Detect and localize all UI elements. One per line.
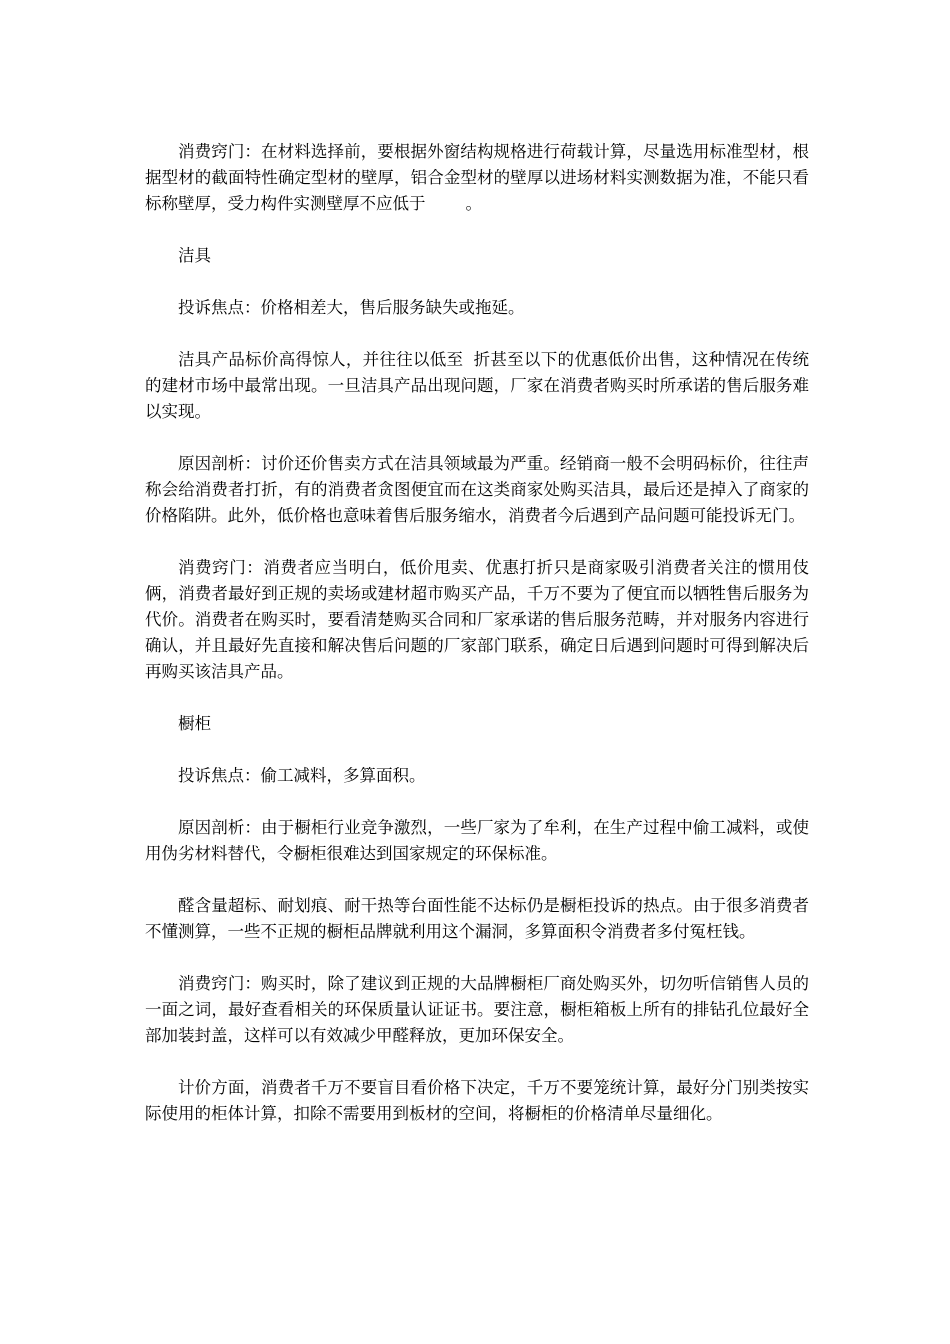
document-page — [145, 139, 809, 1153]
paragraph-text: 。 — [465, 194, 482, 213]
paragraph-sanitary-complaint: 投诉焦点：价格相差大，售后服务缺失或拖延。 — [178, 298, 525, 317]
paragraph-text: 消费窍门：在材料选择前，要根据外窗结构规格进行荷载计算，尽量选用标准型材，根据型材的截面特性确定型材的壁厚，铝合金型材的壁厚以进场材料实测数据为准，不能只看标称壁厚，受力构件实测壁厚不应低于 — [145, 142, 809, 213]
paragraph-window-tips — [145, 139, 809, 217]
paragraph-cabinet-complaint: 投诉焦点：偷工减料，多算面积。 — [178, 766, 426, 785]
paragraph-sanitary-cause: 原因剖析：讨价还价售卖方式在洁具领域最为严重。经销商一般不会明码标价，往往声称会给消费者打折，有的消费者贪图便宜而在这类商家处购买洁具，最后还是掉入了商家的价格陷阱。此外，低价格也意味着售后服务缩水，消费者今后遇到产品问题可能投诉无门。 — [145, 454, 809, 525]
paragraph-cabinet-pricing: 计价方面，消费者千万不要盲目看价格下决定，千万不要笼统计算，最好分门别类按实际使用的柜体计算，扣除不需要用到板材的空间，将橱柜的价格清单尽量细化。 — [145, 1078, 809, 1123]
paragraph-cabinet-tips: 消费窍门：购买时，除了建议到正规的大品牌橱柜厂商处购买外，切勿听信销售人员的一面之词，最好查看相关的环保质量认证证书。要注意，橱柜箱板上所有的排钻孔位最好全部加装封盖，这样可以有效减少甲醛释放，更加环保安全。 — [145, 974, 809, 1045]
paragraph-text: 折甚至以下的优惠低价出售，这种情况在传统的建材市场中最常出现。一旦洁具产品出现问题，厂家在消费者购买时所承诺的售后服务难以实现。 — [145, 350, 810, 421]
paragraph-cabinet-cause: 原因剖析：由于橱柜行业竞争激烈，一些厂家为了牟利，在生产过程中偷工减料，或使用伪劣材料替代，令橱柜很难达到国家规定的环保标准。 — [145, 818, 809, 863]
paragraph-sanitary-pricing — [145, 347, 809, 425]
paragraph-sanitary-tips: 消费窍门：消费者应当明白，低价甩卖、优惠打折只是商家吸引消费者关注的惯用伎俩，消费者最好到正规的卖场或建材超市购买产品，千万不要为了便宜而以牺牲售后服务为代价。消费者在购买时，要看清楚购买合同和厂家承诺的售后服务范畴，并对服务内容进行确认，并且最好先直接和解决售后问题的厂家部门联系，确定日后遇到问题时可得到解决后再购买该洁具产品。 — [145, 558, 809, 681]
section-heading-sanitary-ware: 洁具 — [178, 246, 211, 265]
section-heading-cabinets: 橱柜 — [178, 714, 211, 733]
paragraph-text: 洁具产品标价高得惊人，并往往以低至 — [178, 350, 464, 369]
paragraph-cabinet-formaldehyde: 醛含量超标、耐划痕、耐干热等台面性能不达标仍是橱柜投诉的热点。由于很多消费者不懂测算，一些不正规的橱柜品牌就利用这个漏洞，多算面积令消费者多付冤枉钱。 — [145, 896, 809, 941]
